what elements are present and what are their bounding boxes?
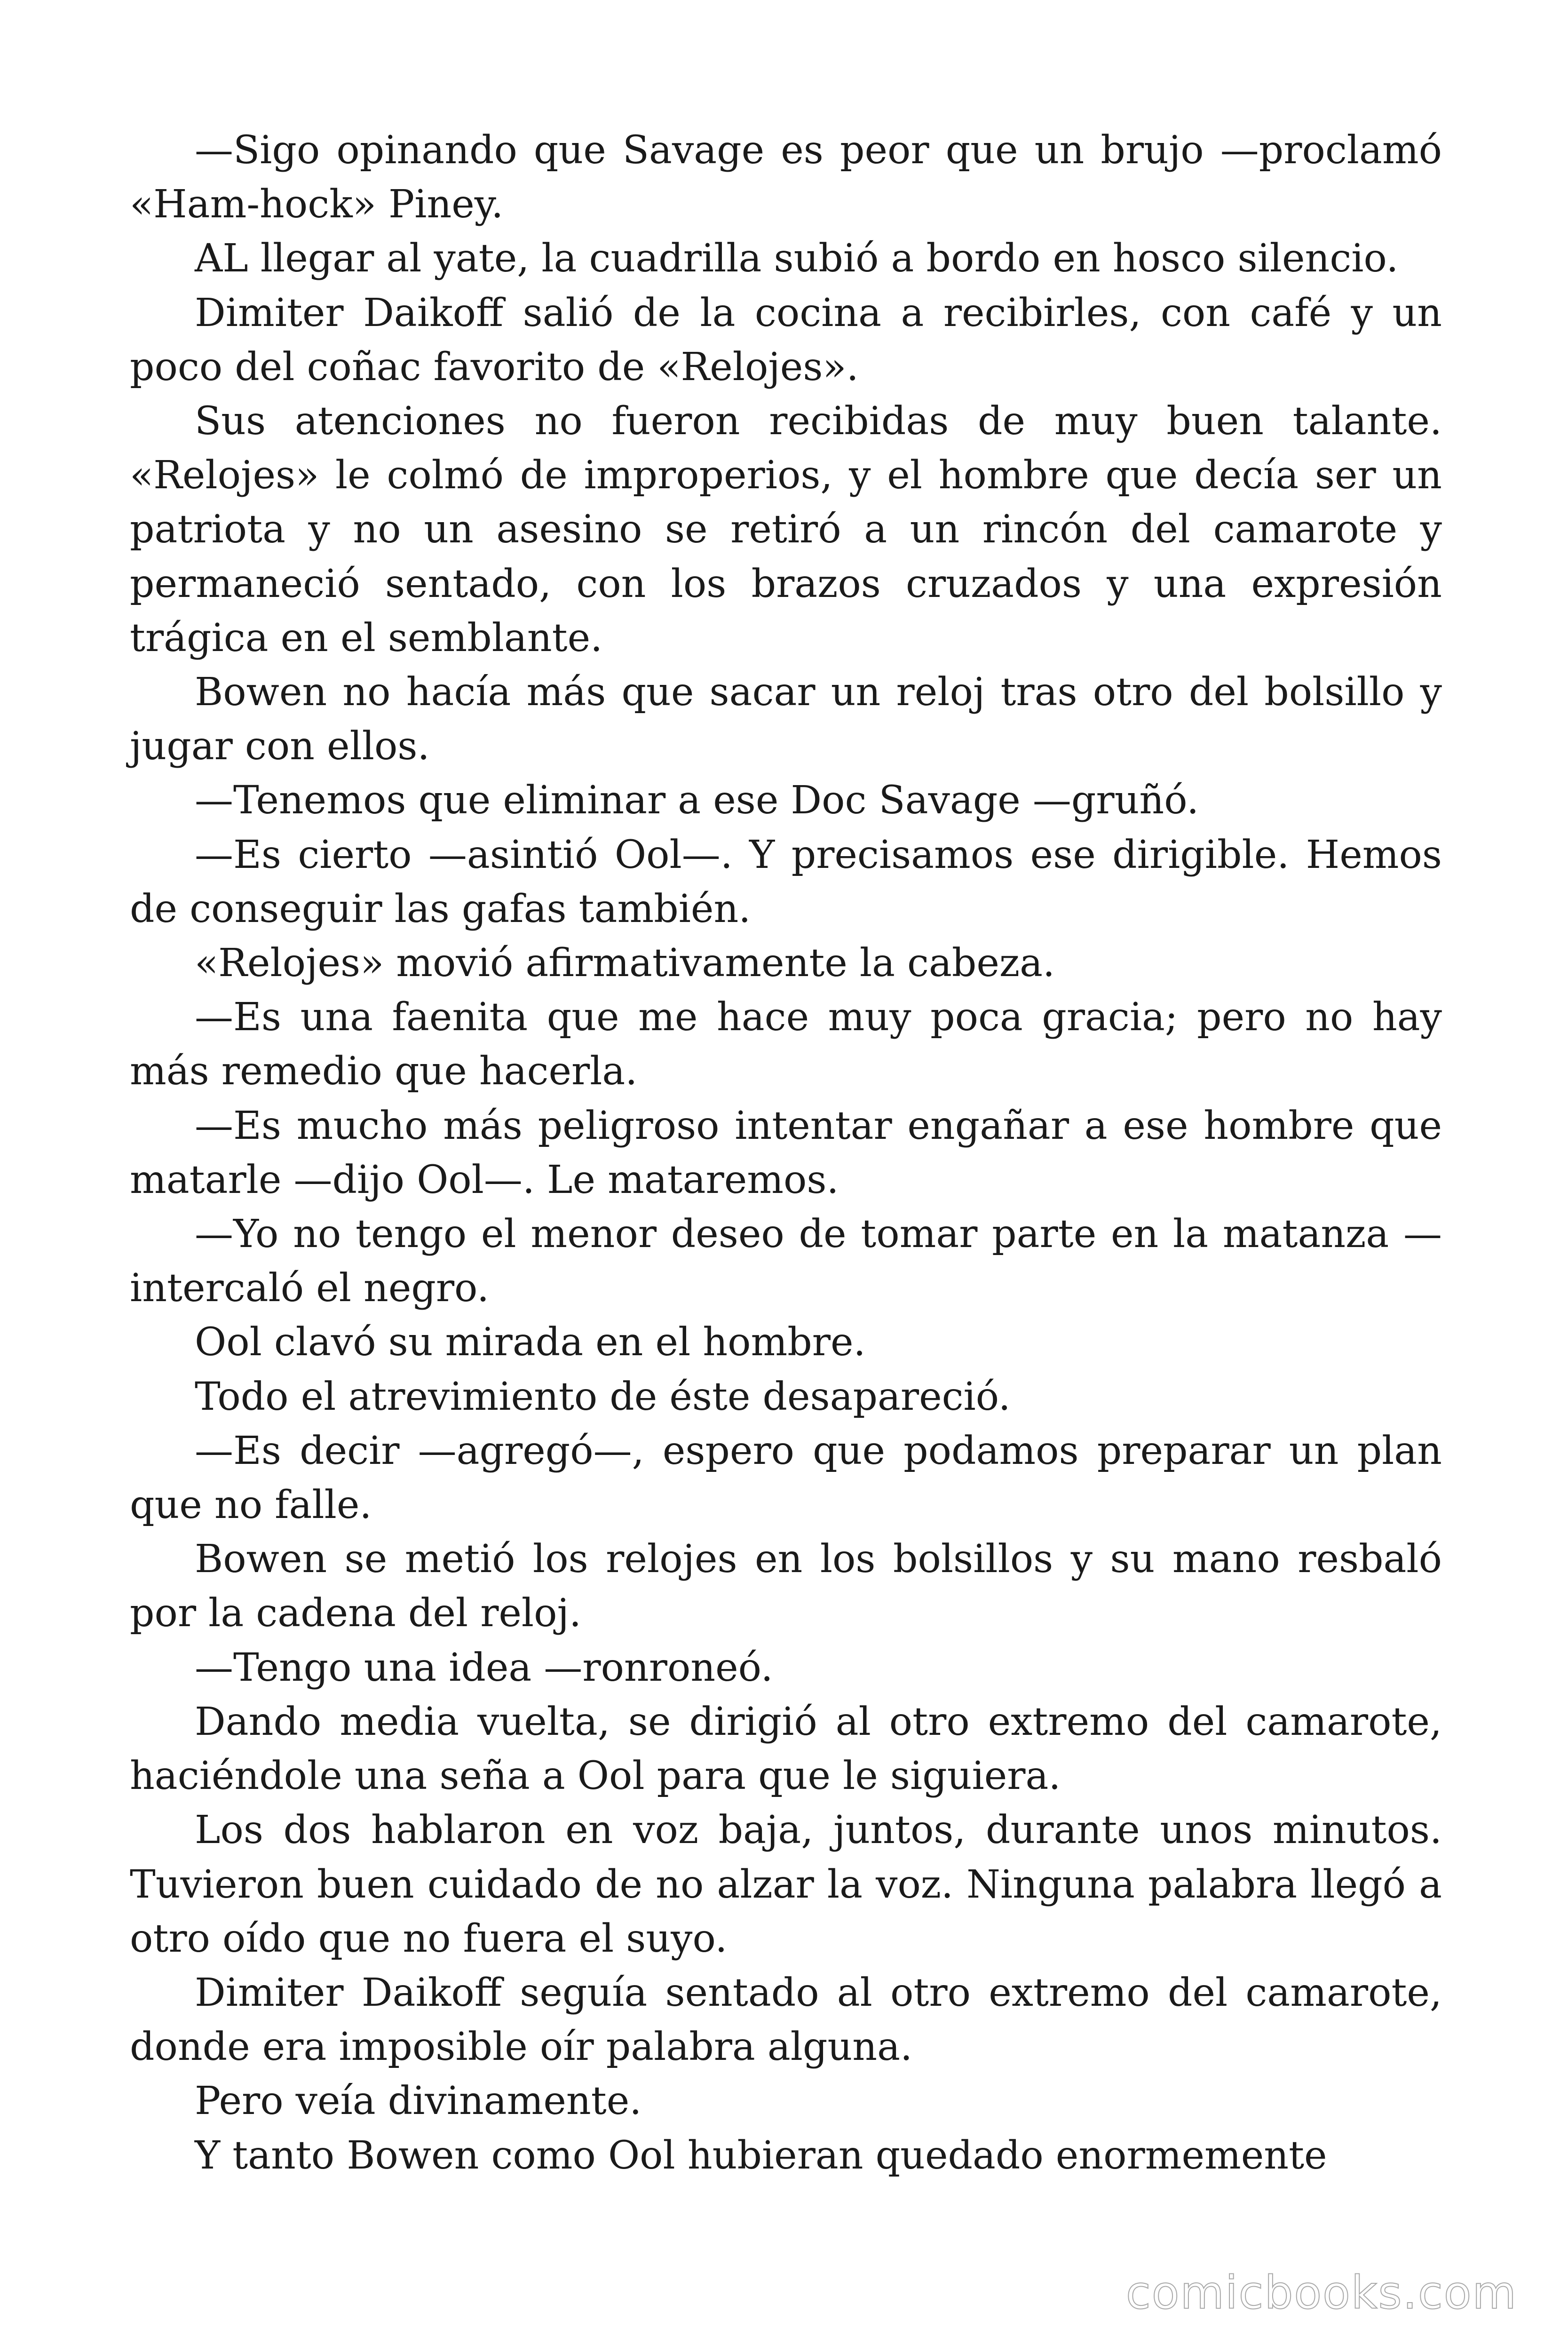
paragraph: —Es cierto —asintió Ool—. Y precisamos ese dirigible. Hemos de conseguir las gafas también. bbox=[130, 832, 1442, 931]
watermark: comicbooks.com bbox=[1125, 2266, 1517, 2319]
paragraph: Pero veía divinamente. bbox=[195, 2079, 642, 2124]
paragraph: Ool clavó su mirada en el hombre. bbox=[195, 1320, 866, 1365]
paragraph: —Tengo una idea —ronroneó. bbox=[195, 1645, 773, 1690]
book-page-text bbox=[130, 123, 1442, 2183]
paragraph-last: Y tanto Bowen como Ool hubieran quedado enormemente bbox=[195, 2133, 1327, 2178]
paragraph: «Relojes» movió afirmativamente la cabeza. bbox=[195, 941, 1055, 986]
paragraph: —Es una faenita que me hace muy poca gracia; pero no hay más remedio que hacerla. bbox=[130, 995, 1442, 1094]
paragraph: Sus atenciones no fueron recibidas de muy buen talante. «Relojes» le colmó de improperios, y el hombre que decía ser un patriota y no un asesino se retiró a un rincón del camarote y permaneció sentado, con los brazos cruzados y una expresión trágica en el semblante. bbox=[130, 399, 1442, 660]
paragraph: —Es decir —agregó—, espero que podamos preparar un plan que no falle. bbox=[130, 1428, 1442, 1528]
paragraph: Dimiter Daikoff seguía sentado al otro extremo del camarote, donde era imposible oír palabra alguna. bbox=[130, 1970, 1442, 2070]
paragraph: Bowen no hacía más que sacar un reloj tras otro del bolsillo y jugar con ellos. bbox=[130, 670, 1442, 769]
paragraph: Todo el atrevimiento de éste desapareció. bbox=[195, 1374, 1011, 1419]
paragraph: —Yo no tengo el menor deseo de tomar parte en la matanza —intercaló el negro. bbox=[130, 1212, 1442, 1311]
paragraph: AL llegar al yate, la cuadrilla subió a bordo en hosco silencio. bbox=[195, 236, 1399, 281]
paragraph: —Tenemos que eliminar a ese Doc Savage —gruñó. bbox=[195, 778, 1199, 823]
paragraph: Bowen se metió los relojes en los bolsillos y su mano resbaló por la cadena del reloj. bbox=[130, 1537, 1442, 1636]
paragraph: Dimiter Daikoff salió de la cocina a recibirles, con café y un poco del coñac favorito de «Relojes». bbox=[130, 290, 1442, 389]
paragraph: Los dos hablaron en voz baja, juntos, durante unos minutos. Tuvieron buen cuidado de no alzar la voz. Ninguna palabra llegó a otro oído que no fuera el suyo. bbox=[130, 1808, 1442, 1961]
paragraph: —Es mucho más peligroso intentar engañar a ese hombre que matarle —dijo Ool—. Le mataremos. bbox=[130, 1103, 1442, 1202]
paragraph: Dando media vuelta, se dirigió al otro extremo del camarote, haciéndole una seña a Ool para que le siguiera. bbox=[130, 1699, 1442, 1799]
paragraph: —Sigo opinando que Savage es peor que un brujo —proclamó «Ham-hock» Piney. bbox=[130, 128, 1442, 227]
